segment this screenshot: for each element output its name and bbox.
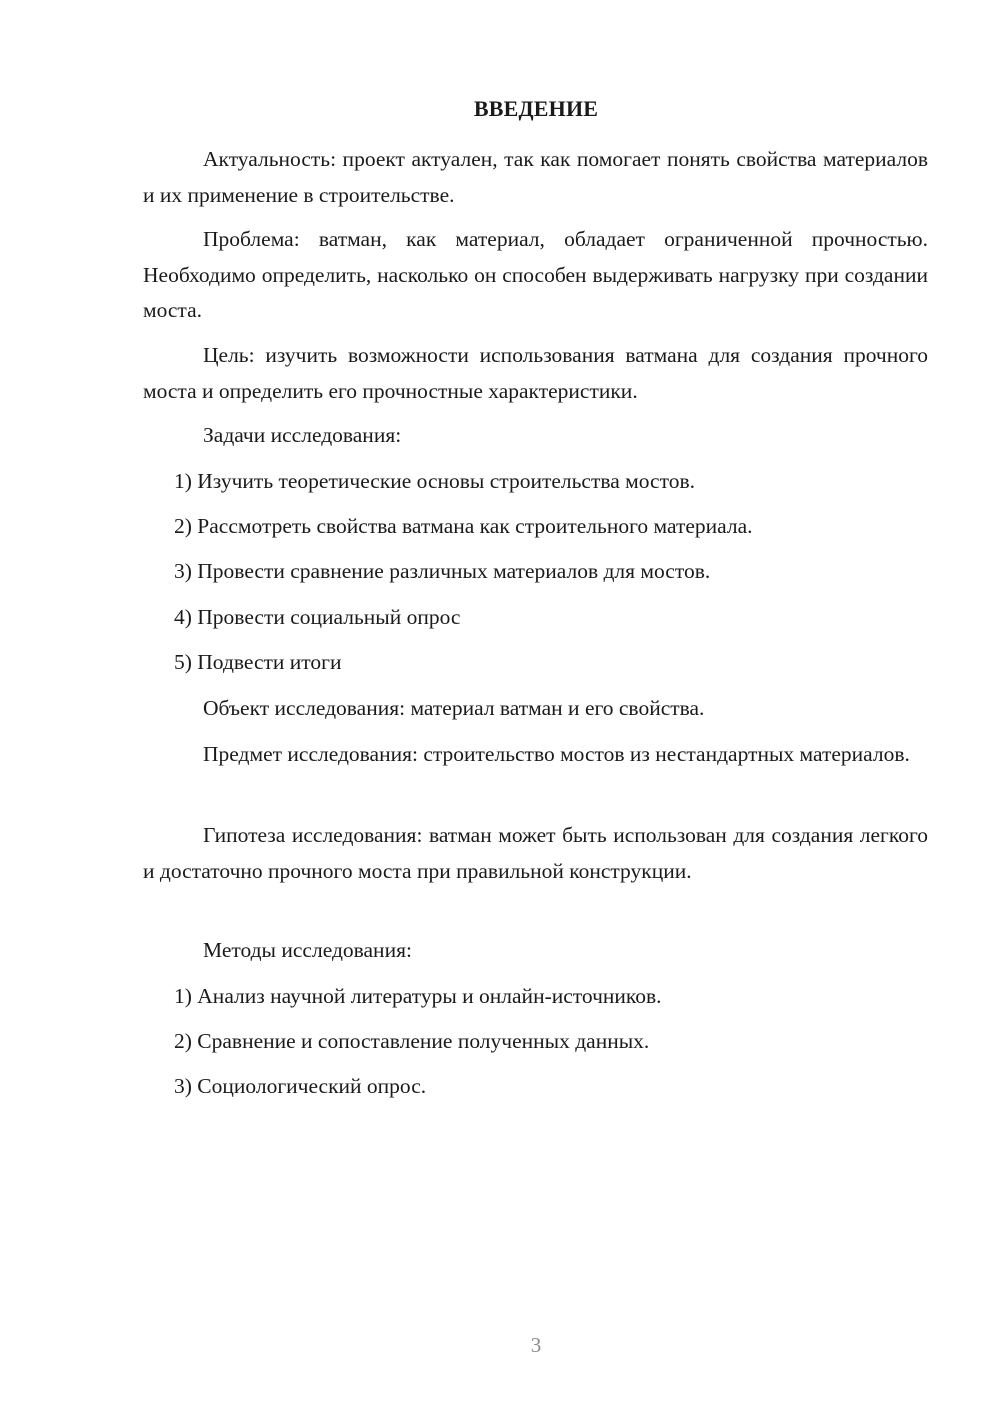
task-item-4: 4) Провести социальный опрос xyxy=(174,605,461,629)
task-list-item xyxy=(143,554,928,590)
method-item-2: 2) Сравнение и сопоставление полученных данных. xyxy=(174,1029,650,1053)
task-list-item xyxy=(143,464,928,500)
task-list-item xyxy=(143,509,928,545)
subject-paragraph-block xyxy=(143,737,928,773)
problem-paragraph-block xyxy=(143,222,928,329)
task-list-item xyxy=(143,645,928,681)
method-list-item xyxy=(143,1024,928,1060)
object-paragraph-block xyxy=(143,691,928,727)
method-list-item xyxy=(143,979,928,1015)
subject-paragraph: Предмет исследования: строительство мостов из нестандартных материалов. xyxy=(203,742,910,766)
goal-paragraph-block xyxy=(143,338,928,409)
task-item-5: 5) Подвести итоги xyxy=(174,650,342,674)
problem-paragraph: Проблема: ватман, как материал, обладает ограниченной прочностью. Необходимо определить, насколько он способен выдерживать нагрузку при создании моста. xyxy=(143,227,928,322)
task-item-1: 1) Изучить теоретические основы строительства мостов. xyxy=(174,469,695,493)
hypothesis-paragraph-block xyxy=(143,818,928,889)
object-paragraph: Объект исследования: материал ватман и его свойства. xyxy=(203,696,705,720)
page-title: ВВЕДЕНИЕ xyxy=(473,96,599,121)
page-number: 3 xyxy=(530,1333,542,1357)
tasks-heading-block xyxy=(143,418,928,454)
methods-heading-block xyxy=(143,933,928,969)
relevance-paragraph-block xyxy=(143,142,928,213)
relevance-paragraph: Актуальность: проект актуален, так как помогает понять свойства материалов и их применение в строительстве. xyxy=(143,147,928,207)
task-item-2: 2) Рассмотреть свойства ватмана как строительного материала. xyxy=(174,514,753,538)
task-list-item xyxy=(143,600,928,636)
methods-heading: Методы исследования: xyxy=(203,938,412,962)
goal-paragraph: Цель: изучить возможности использования ватмана для создания прочного моста и определить его прочностные характеристики. xyxy=(143,343,928,403)
tasks-heading: Задачи исследования: xyxy=(203,423,402,447)
task-item-3: 3) Провести сравнение различных материалов для мостов. xyxy=(174,559,711,583)
hypothesis-paragraph: Гипотеза исследования: ватман может быть использован для создания легкого и достаточно прочного моста при правильной конструкции. xyxy=(143,823,928,883)
method-item-1: 1) Анализ научной литературы и онлайн-источников. xyxy=(174,984,662,1008)
method-list-item xyxy=(143,1069,928,1105)
method-item-3: 3) Социологический опрос. xyxy=(174,1074,427,1098)
